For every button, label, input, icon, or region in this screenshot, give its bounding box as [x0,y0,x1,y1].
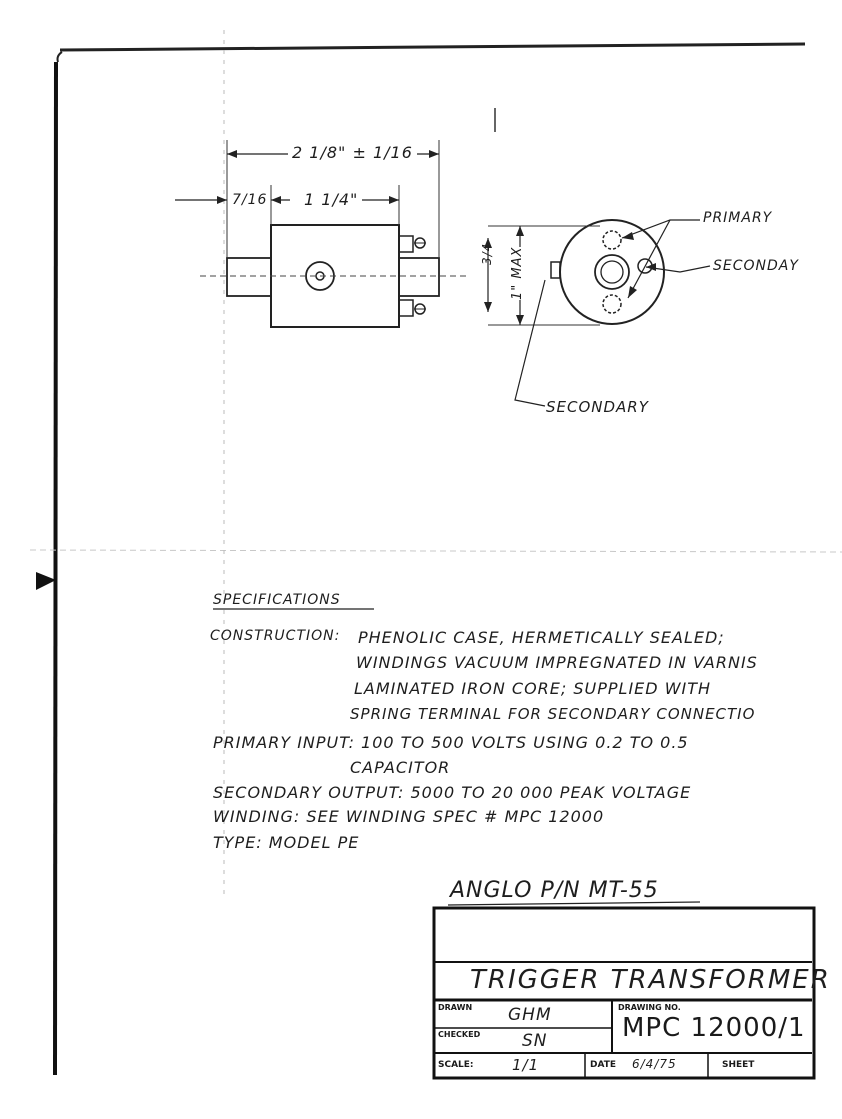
dim-height-small-label: 3/4 [480,242,494,265]
dim-body-label: 1 1/4" [300,190,362,209]
primary-input: PRIMARY INPUT: 100 TO 500 VOLTS USING 0.2 TO 0.5 [213,733,689,752]
dim-overall-label: 2 1/8" ± 1/16 [288,143,417,162]
construction-label: CONSTRUCTION: [210,628,341,644]
label-secondary-right: SECONDAY [713,258,799,274]
checked-value: SN [522,1031,548,1051]
winding-spec: WINDING: SEE WINDING SPEC # MPC 12000 [213,807,605,826]
secondary-output: SECONDARY OUTPUT: 5000 TO 20 000 PEAK VOLTAGE [213,783,692,802]
dim-left-label: 7/16 [232,192,268,208]
sheet-label: SHEET [722,1060,755,1070]
drawn-label: DRAWN [438,1003,473,1012]
drawn-value: GHM [508,1005,552,1025]
checked-label: CHECKED [438,1030,481,1039]
construction-line-2: WINDINGS VACUUM IMPREGNATED IN VARNIS [356,653,758,672]
part-number: ANGLO P/N MT-55 [450,878,659,903]
primary-input-cont: CAPACITOR [350,758,451,777]
construction-line-3: LAMINATED IRON CORE; SUPPLIED WITH [354,679,712,698]
drawing-no-label: DRAWING NO. [618,1003,681,1012]
scale-value: 1/1 [512,1056,540,1074]
date-value: 6/4/75 [632,1057,677,1071]
drawing-no-value: MPC 12000/1 [622,1013,806,1043]
label-secondary-bottom: SECONDARY [546,398,649,416]
date-label: DATE [590,1060,617,1070]
type-spec: TYPE: MODEL PE [213,833,360,852]
label-primary: PRIMARY [703,210,773,226]
dim-height-max-label: 1" MAX [510,246,525,300]
construction-line-1: PHENOLIC CASE, HERMETICALLY SEALED; [358,628,725,647]
construction-line-4: SPRING TERMINAL FOR SECONDARY CONNECTIO [350,705,756,723]
title-block-title: TRIGGER TRANSFORMER [470,965,831,995]
scale-label: SCALE: [438,1060,474,1070]
specs-heading: SPECIFICATIONS [213,592,341,608]
